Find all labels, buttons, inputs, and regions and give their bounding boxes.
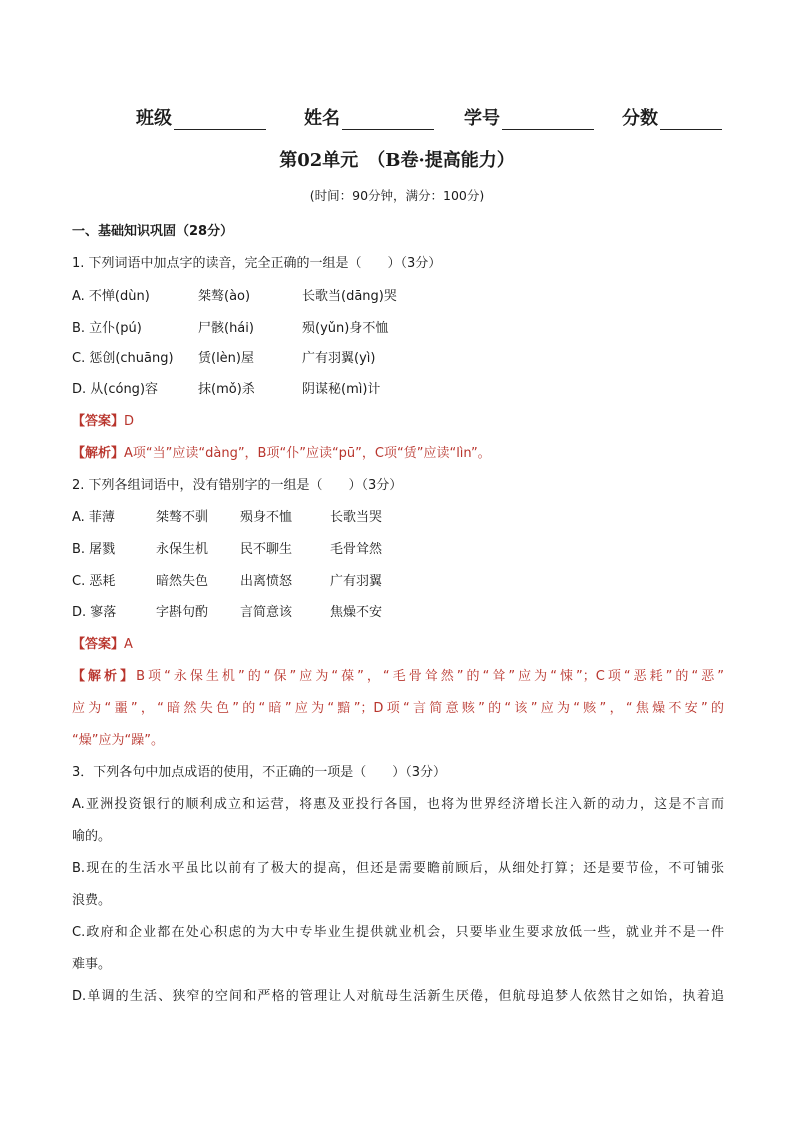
q1-option-a-2: 桀骜(ào) — [198, 289, 251, 304]
q2-option-a-2: 桀骜不驯 — [156, 510, 209, 525]
q3-option-c-line-2: 难事。 — [72, 957, 112, 972]
q1-option-b-2: 尸骸(hái) — [198, 321, 254, 336]
q2-option-b-1: B. 屠戮 — [72, 542, 116, 557]
q3-option-a-line-1: A.亚洲投资银行的顺利成立和运营，将惠及亚投行各国，也将为世界经济增长注入新的动力，这是不言而 — [72, 797, 724, 812]
q2-analysis-line-3: “燥”应为“躁”。 — [72, 733, 164, 748]
q2-option-c-1: C. 恶耗 — [72, 574, 116, 589]
analysis-tag: 【解析】 — [72, 669, 137, 684]
q2-stem: 2. 下列各组词语中，没有错别字的一组是（ ）（3分） — [72, 478, 403, 493]
name-label: 姓名 — [304, 108, 340, 129]
q3-option-c-line-1: C.政府和企业都在处心积虑的为大中专毕业生提供就业机会，只要毕业生要求放低一些，就业并不是一件 — [72, 925, 724, 940]
q3-option-a-line-2: 喻的。 — [72, 829, 112, 844]
class-label: 班级 — [136, 108, 172, 129]
student-id-label: 学号 — [464, 108, 500, 129]
name-blank[interactable] — [342, 109, 434, 130]
name-field[interactable] — [304, 104, 434, 130]
q1-option-c-3: 广有羽翼(yì) — [302, 351, 376, 366]
q1-option-b-1: B. 立仆(pú) — [72, 321, 142, 336]
answer-value: D — [124, 414, 135, 429]
q2-option-a-4: 长歌当哭 — [330, 510, 383, 525]
q2-option-c-4: 广有羽翼 — [330, 574, 383, 589]
student-id-blank[interactable] — [502, 109, 594, 130]
q2-option-c-3: 出离愤怒 — [240, 574, 293, 589]
q1-option-a-3: 长歌当(dāng)哭 — [302, 289, 397, 304]
section-heading: 一、基础知识巩固（28分） — [72, 224, 234, 239]
q1-option-b-3: 殒(yǔn)身不恤 — [302, 321, 389, 336]
student-id-field[interactable] — [464, 104, 594, 130]
q2-option-b-4: 毛骨耸然 — [330, 542, 383, 557]
score-label: 分数 — [622, 108, 658, 129]
q2-option-d-2: 字斟句酌 — [156, 605, 209, 620]
q1-option-c-2: 赁(lèn)屋 — [198, 351, 254, 366]
q2-answer — [72, 633, 133, 652]
page-title: 第02单元 （B卷·提高能力） — [279, 150, 515, 171]
q2-analysis-line-2: 应为“噩”，“暗然失色”的“暗”应为“黯”；D项“言简意赅”的“该”应为“赅”，“焦燥不安”的 — [72, 701, 724, 716]
q1-answer — [72, 410, 134, 429]
q3-option-d-line-1: D.单调的生活、狭窄的空间和严格的管理让人对航母生活新生厌倦，但航母追梦人依然甘之如饴，执着追 — [72, 989, 724, 1004]
q1-option-d-2: 抹(mǒ)杀 — [198, 382, 255, 397]
q1-option-a-1: A. 不惮(dùn) — [72, 289, 150, 304]
class-blank[interactable] — [174, 109, 266, 130]
q2-option-c-2: 暗然失色 — [156, 574, 209, 589]
analysis-text: A项“当”应读“dàng”，B项“仆”应读“pū”，C项“赁”应读“lìn”。 — [124, 446, 491, 461]
q1-option-d-3: 阴谋秘(mì)计 — [302, 382, 381, 397]
q2-option-d-4: 焦燥不安 — [330, 605, 383, 620]
answer-tag: 【答案】 — [72, 414, 125, 429]
page-subtitle: (时间：90分钟，满分：100分) — [309, 188, 485, 203]
q2-analysis-line-1 — [72, 665, 724, 684]
q2-option-d-3: 言简意该 — [240, 605, 293, 620]
q1-analysis — [72, 442, 491, 461]
q1-option-d-1: D. 从(cóng)容 — [72, 382, 159, 397]
q2-option-a-3: 殒身不恤 — [240, 510, 293, 525]
q2-option-a-1: A. 菲薄 — [72, 510, 115, 525]
q3-option-b-line-1: B.现在的生活水平虽比以前有了极大的提高，但还是需要瞻前顾后，从细处打算；还是要节俭，不可铺张 — [72, 861, 724, 876]
q1-option-c-1: C. 惩创(chuāng) — [72, 351, 174, 366]
q2-option-d-1: D. 寥落 — [72, 605, 117, 620]
q2-option-b-3: 民不聊生 — [240, 542, 293, 557]
score-blank[interactable] — [660, 109, 722, 130]
analysis-text: B项“永保生机”的“保”应为“葆”，“毛骨耸然”的“耸”应为“悚”；C项“恶耗”的“恶” — [136, 669, 724, 684]
class-field[interactable] — [136, 104, 266, 130]
q3-stem: 3．下列各句中加点成语的使用，不正确的一项是（ ）（3分） — [72, 765, 447, 780]
student-info-fields — [0, 104, 794, 132]
score-field[interactable] — [622, 104, 722, 130]
q3-option-b-line-2: 浪费。 — [72, 893, 112, 908]
q1-stem: 1. 下列词语中加点字的读音，完全正确的一组是（ ）（3分） — [72, 256, 442, 271]
answer-value: A — [124, 637, 133, 652]
analysis-tag: 【解析】 — [72, 446, 125, 461]
q2-option-b-2: 永保生机 — [156, 542, 209, 557]
answer-tag: 【答案】 — [72, 637, 125, 652]
